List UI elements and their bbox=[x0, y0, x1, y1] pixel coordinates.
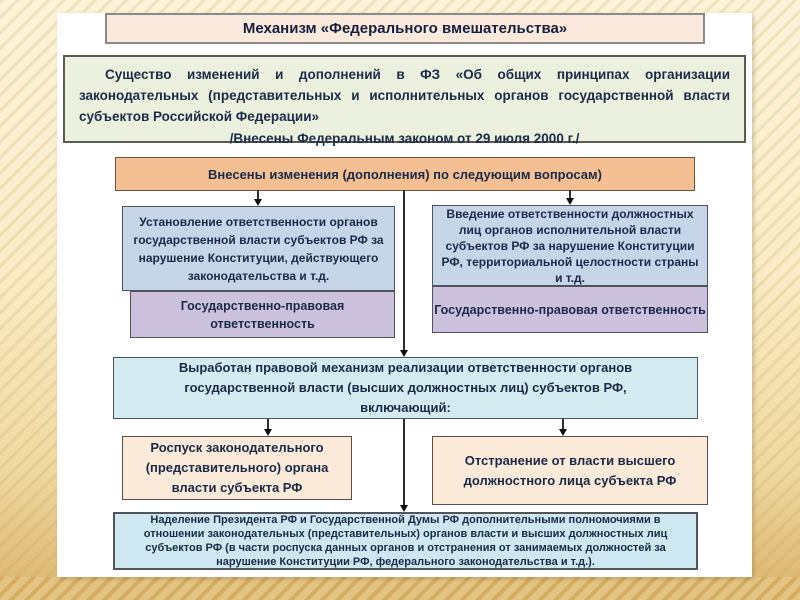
connector-center-bottom bbox=[403, 419, 405, 507]
change-left-box: Установление ответственности органов государственной власти субъектов РФ за нарушение Конституции, действующего законодательства и т.д. bbox=[122, 206, 395, 291]
arrowhead-removal bbox=[559, 429, 567, 436]
intro-body-text: Существо изменений и дополнений в ФЗ «Об общих принципах организации законодательных (представительных и исполнительных органов государственной власти субъектов Российской Федерации» bbox=[79, 67, 730, 124]
responsibility-right-box: Государственно-правовая ответственность bbox=[432, 286, 708, 333]
intro-text-box bbox=[63, 55, 746, 146]
slide-title: Механизм «Федерального вмешательства» bbox=[105, 13, 705, 44]
arrowhead-dissolution bbox=[264, 429, 272, 436]
dissolution-box: Роспуск законодательного (представительного) органа власти субъекта РФ bbox=[122, 436, 352, 500]
mechanism-box: Выработан правовой механизм реализации ответственности органов государственной власти (высших должностных лиц) субъектов РФ, включающий: bbox=[113, 357, 698, 419]
responsibility-left-box: Государственно-правовая ответственность bbox=[130, 291, 395, 338]
connector-center-top bbox=[403, 190, 405, 352]
arrowhead-mechanism bbox=[400, 350, 408, 357]
questions-header-box: Внесены изменения (дополнения) по следующим вопросам) bbox=[115, 157, 695, 191]
arrowhead-left-change bbox=[254, 199, 262, 206]
striped-bottom-band bbox=[0, 577, 800, 600]
arrowhead-empowerment bbox=[400, 505, 408, 512]
intro-note-text: /Внесены Федеральным законом от 29 июля 2000 г./ bbox=[229, 131, 580, 146]
change-right-box: Введение ответственности должностных лиц органов исполнительной власти субъектов РФ за нарушение Конституции РФ, территориальной целостности страны и т.д. bbox=[432, 205, 708, 286]
removal-box: Отстранение от власти высшего должностного лица субъекта РФ bbox=[432, 436, 708, 505]
empowerment-box: Наделение Президента РФ и Государственной Думы РФ дополнительными полномочиями в отношении законодательных (представительных) органов власти и высших должностных лиц субъектов РФ (в части роспуска данных органов и отстранения от занимаемых должностей за нарушение Конституции РФ, федерального законодательства и т.д.). bbox=[113, 512, 698, 570]
arrowhead-right-change bbox=[566, 198, 574, 205]
